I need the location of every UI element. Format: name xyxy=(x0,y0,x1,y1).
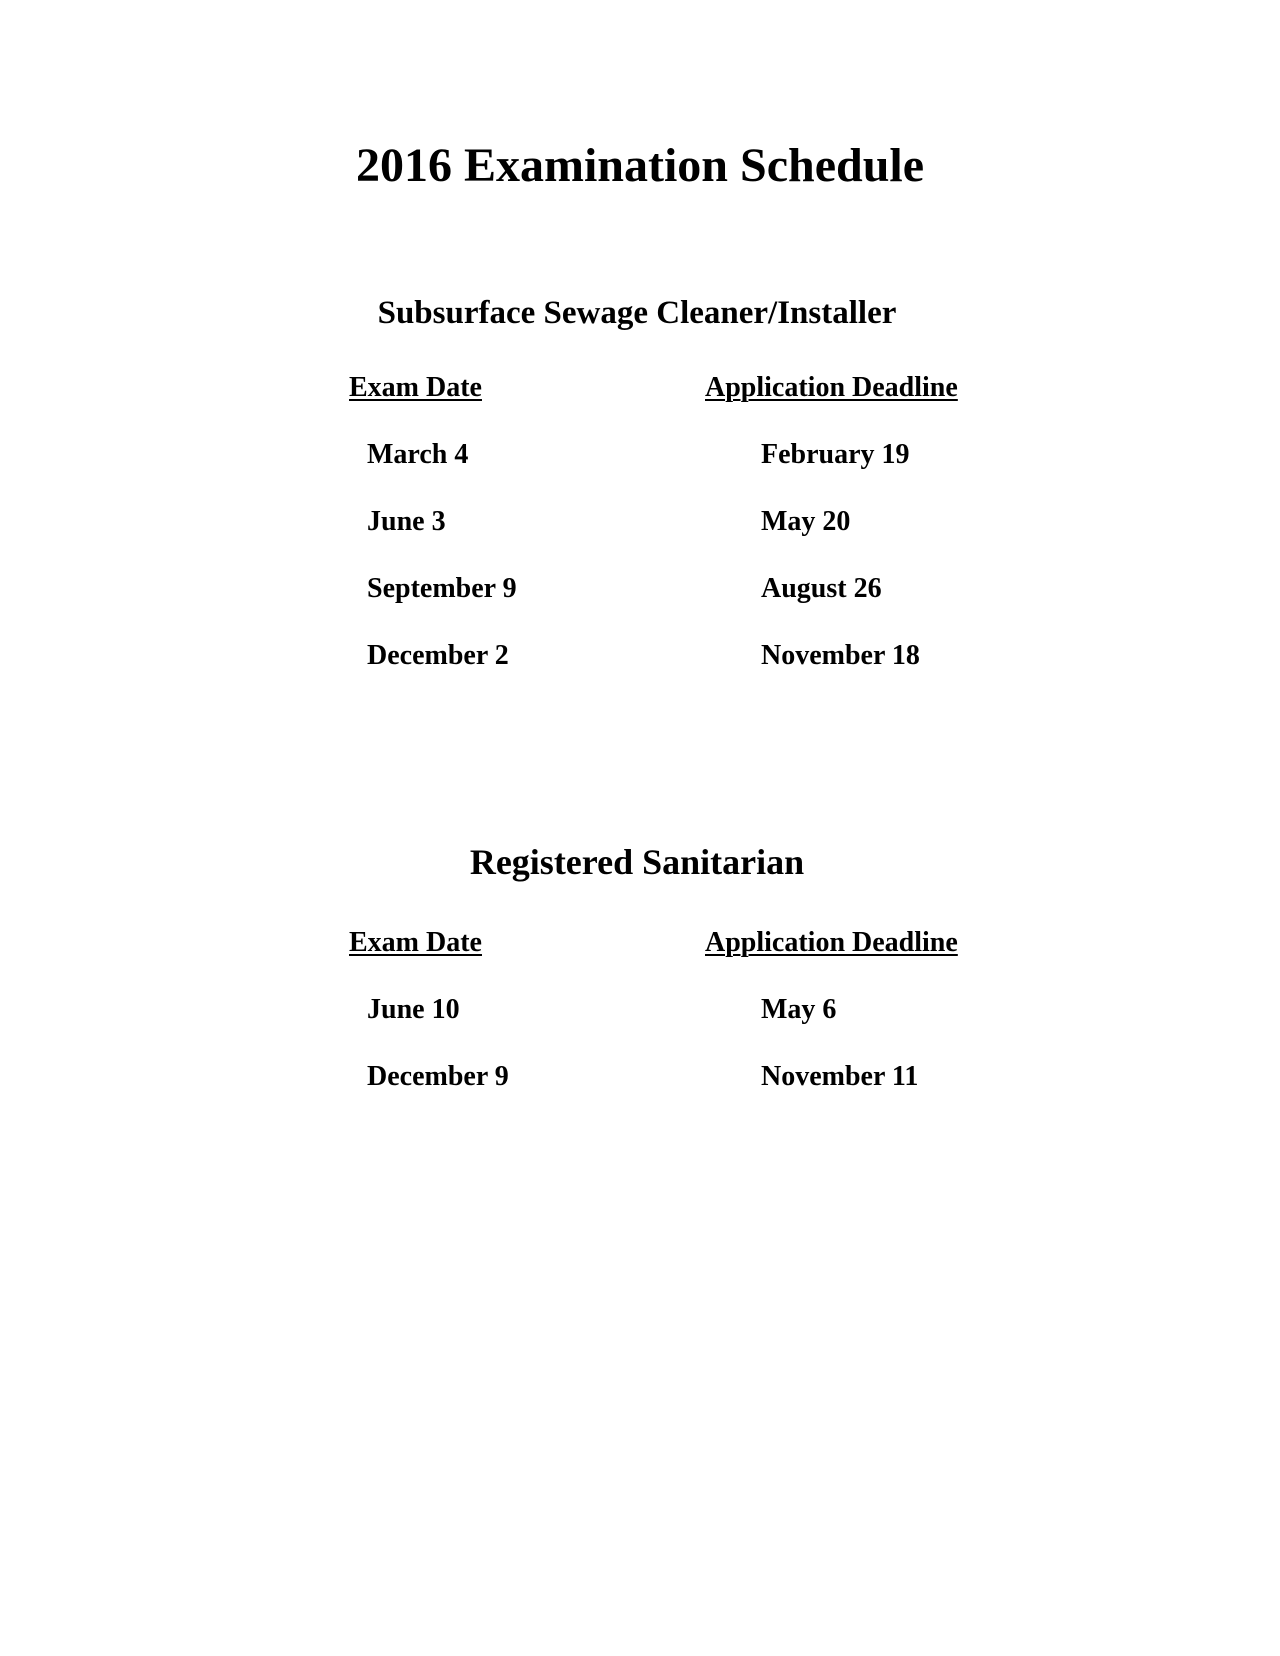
column-header-application-deadline: Application Deadline xyxy=(705,927,958,958)
deadline-cell: May 20 xyxy=(761,506,851,537)
deadline-cell: November 18 xyxy=(761,640,920,671)
exam-date-cell: June 3 xyxy=(367,506,446,537)
deadline-cell: February 19 xyxy=(761,439,910,470)
exam-date-cell: June 10 xyxy=(367,994,460,1025)
section-title: Registered Sanitarian xyxy=(469,842,805,882)
column-header-exam-date: Exam Date xyxy=(349,927,482,958)
exam-date-cell: September 9 xyxy=(367,573,517,604)
exam-date-cell: December 9 xyxy=(367,1061,509,1092)
page-title: 2016 Examination Schedule xyxy=(355,139,925,192)
column-header-application-deadline: Application Deadline xyxy=(705,372,958,403)
deadline-cell: November 11 xyxy=(761,1061,919,1092)
section-title: Subsurface Sewage Cleaner/Installer xyxy=(377,295,897,331)
exam-date-cell: March 4 xyxy=(367,439,469,470)
exam-date-cell: December 2 xyxy=(367,640,509,671)
deadline-cell: August 26 xyxy=(761,573,882,604)
column-header-exam-date: Exam Date xyxy=(349,372,482,403)
deadline-cell: May 6 xyxy=(761,994,837,1025)
